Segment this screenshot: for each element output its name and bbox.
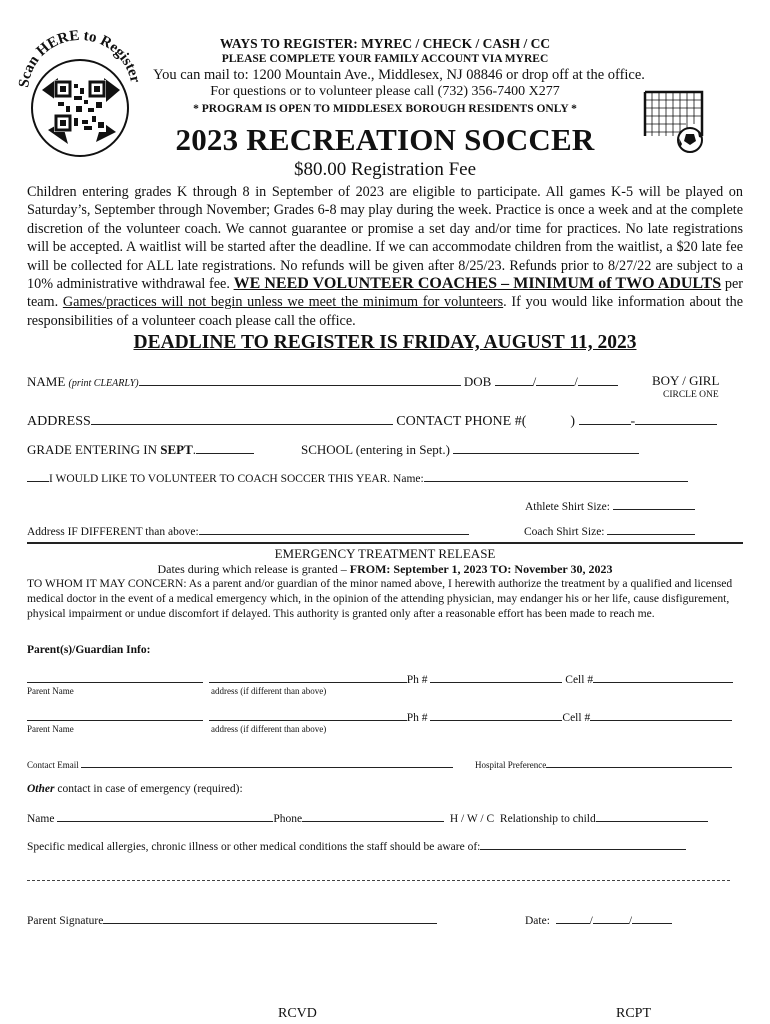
residents-only-note: * PROGRAM IS OPEN TO MIDDLESEX BOROUGH RESIDENTS ONLY *: [193, 103, 577, 115]
address-row: ADDRESS CONTACT PHONE #( ) -: [27, 412, 717, 430]
guardian-row-1: [27, 670, 733, 686]
relationship-field[interactable]: [596, 809, 708, 822]
per-team-text: per team.: [27, 276, 743, 311]
dob-year-field[interactable]: [578, 373, 618, 386]
medical-conditions-field-2[interactable]: [27, 880, 730, 881]
medical-row: [27, 837, 686, 853]
contact-email-field[interactable]: [81, 759, 453, 768]
volunteer-coaches-callout: WE NEED VOLUNTEER COACHES – MINIMUM of TWO ADULTS: [233, 275, 722, 293]
name-field[interactable]: [139, 373, 461, 386]
guardian-info-heading: Parent(s)/Guardian Info:: [27, 644, 151, 656]
program-description: [27, 183, 743, 330]
print-clearly-hint: (print CLEARLY): [68, 378, 139, 389]
parent-name-field-2[interactable]: [27, 708, 203, 721]
volunteer-label: I WOULD LIKE TO VOLUNTEER TO COACH SOCCER THIS YEAR. Name:: [49, 473, 424, 485]
address-caption-1: address (if different than above): [211, 686, 327, 696]
emergency-authorization-text: TO WHOM IT MAY CONCERN: As a parent and/or guardian of the minor named above, I herewith authorize the treatment by a qualified and licensed medical doctor in the event of a medical emergency which, in the opinion of the attending physician, may endanger his or her life, cause disfigurement, physical impairment or undue discomfort if delayed. This authority is granted only after a reasonable effort has been made to reach me.: [27, 577, 733, 620]
coach-shirt-label: Coach Shirt Size:: [524, 526, 605, 538]
rcpt-label: RCPT: [616, 1006, 652, 1021]
contact-email-label: Contact Email: [27, 760, 79, 770]
coach-info-text: . If you would like information about the responsibilities of a volunteer coach please call the office.: [27, 294, 744, 329]
release-dates: [0, 562, 770, 577]
other-contact-row: [27, 809, 708, 825]
date-year-field[interactable]: [632, 911, 672, 924]
release-dates-range: FROM: September 1, 2023 TO: November 30, 2023: [349, 562, 613, 576]
cell-label-2: Cell #: [562, 712, 591, 724]
date-label: Date:: [525, 915, 550, 927]
volunteer-row: [27, 469, 688, 485]
ph-field-1[interactable]: [430, 670, 562, 683]
address-different-row: [27, 522, 469, 538]
contact-email-row: [27, 759, 453, 770]
section-divider: [27, 542, 743, 544]
questions-phone: For questions or to volunteer please call (732) 356-7400 X277: [210, 84, 560, 99]
dob-day-field[interactable]: [536, 373, 574, 386]
dob-label: DOB: [463, 374, 492, 389]
release-dates-prefix: Dates during which release is granted –: [157, 562, 350, 576]
guardian-row-2: [27, 708, 732, 724]
address-different-label: Address IF DIFFERENT than above:: [27, 526, 199, 538]
boy-girl-option[interactable]: BOY / GIRL: [652, 373, 720, 388]
address-different-field[interactable]: [199, 522, 469, 535]
other-phone-field[interactable]: [302, 809, 444, 822]
ph-label-2: Ph #: [406, 712, 428, 724]
phone-prefix-field[interactable]: [579, 412, 631, 425]
coach-shirt-field[interactable]: [607, 522, 695, 535]
relationship-label: Relationship to child: [499, 813, 596, 825]
signature-label: Parent Signature: [27, 915, 104, 927]
other-name-field[interactable]: [57, 809, 273, 822]
date-month-field[interactable]: [556, 911, 590, 924]
other-contact-label: contact in case of emergency (required):: [54, 783, 243, 795]
athlete-shirt-row: [525, 497, 695, 513]
athlete-shirt-field[interactable]: [613, 497, 695, 510]
medical-conditions-label: Specific medical allergies, chronic illness or other medical conditions the staff should be aware of:: [27, 841, 481, 853]
school-label: SCHOOL (entering in Sept.): [301, 442, 450, 457]
parent-name-caption-1: Parent Name: [27, 686, 74, 696]
registration-fee: $80.00 Registration Fee: [293, 159, 477, 180]
mail-address: You can mail to: 1200 Mountain Ave., Middlesex, NJ 08846 or drop off at the office.: [153, 67, 645, 83]
grade-field[interactable]: [196, 441, 254, 454]
other-name-label: Name: [27, 813, 55, 825]
grade-row: GRADE ENTERING IN SEPT.: [27, 441, 254, 458]
complete-account-note: PLEASE COMPLETE YOUR FAMILY ACCOUNT VIA MYREC: [221, 53, 549, 65]
address-field[interactable]: [91, 412, 393, 425]
volunteer-name-field[interactable]: [424, 469, 688, 482]
hospital-field[interactable]: [546, 759, 732, 768]
address-caption-2: address (if different than above): [211, 724, 327, 734]
name-row: NAME (print CLEARLY) DOB / /: [27, 373, 618, 390]
ph-label-1: Ph #: [406, 674, 428, 686]
qr-caption: can HERE to Registe: [18, 30, 140, 81]
hospital-row: [475, 759, 732, 770]
other-label: Other: [27, 783, 55, 795]
school-field[interactable]: [453, 441, 639, 454]
eligibility-text: Children entering grades K through 8 in September of 2023 are eligible to participate. All games K-5 will be played on Saturday’s, September through November; Grades 6-8 may play during the week. Practice is once a week and at the complete discretion of the volunteer coach. We cannot guarantee or promise a set day and/or time for practices. No late registrations will be accepted. A waitlist will be started after the deadline. If we can accommodate children from the waitlist, a $20 late fee will be collected for ALL late registrations. No refunds will be given after 8/25/23. Refunds prior to 8/27/22 are subject to a 10% administrative withdrawal fee.: [27, 184, 743, 293]
ways-to-register: WAYS TO REGISTER: MYREC / CHECK / CASH / CC: [219, 36, 551, 51]
ph-field-2[interactable]: [430, 708, 562, 721]
parent-address-field-2[interactable]: [209, 708, 407, 721]
grade-sept-label: SEPT: [160, 442, 193, 457]
cell-label-1: Cell #: [565, 674, 594, 686]
hwc-option[interactable]: H / W / C: [449, 813, 495, 825]
signature-field[interactable]: [103, 911, 437, 924]
medical-conditions-field[interactable]: [480, 837, 686, 850]
phone-line-field[interactable]: [635, 412, 717, 425]
school-row: [301, 441, 639, 458]
cell-field-2[interactable]: [590, 708, 732, 721]
cell-field-1[interactable]: [593, 670, 733, 683]
coach-shirt-row: [524, 522, 695, 538]
parent-name-field-1[interactable]: [27, 670, 203, 683]
contact-phone-label: CONTACT PHONE #(: [396, 414, 527, 429]
parent-name-caption-2: Parent Name: [27, 724, 74, 734]
registration-deadline: DEADLINE TO REGISTER IS FRIDAY, AUGUST 11, 2023: [133, 332, 637, 353]
hospital-label: Hospital Preference: [475, 760, 547, 770]
volunteer-checkbox[interactable]: [27, 469, 49, 482]
athlete-shirt-label: Athlete Shirt Size:: [525, 501, 610, 513]
circle-one-hint: CIRCLE ONE: [663, 390, 719, 400]
emergency-title: EMERGENCY TREATMENT RELEASE: [274, 546, 496, 561]
rcvd-label: RCVD: [278, 1006, 317, 1021]
date-row: Date: / /: [525, 911, 672, 927]
parent-address-field-1[interactable]: [209, 670, 407, 683]
other-phone-label: Phone: [273, 813, 303, 825]
name-label: NAME: [27, 374, 66, 389]
grade-label: GRADE ENTERING IN: [27, 442, 161, 457]
date-day-field[interactable]: [593, 911, 629, 924]
other-contact-heading: [27, 783, 243, 795]
address-label: ADDRESS: [27, 414, 91, 429]
page-title: 2023 RECREATION SOCCER: [175, 122, 595, 157]
signature-row: [27, 911, 437, 927]
dob-month-field[interactable]: [495, 373, 533, 386]
minimum-volunteers-note: Games/practices will not begin unless we meet the minimum for volunteers: [62, 294, 504, 311]
